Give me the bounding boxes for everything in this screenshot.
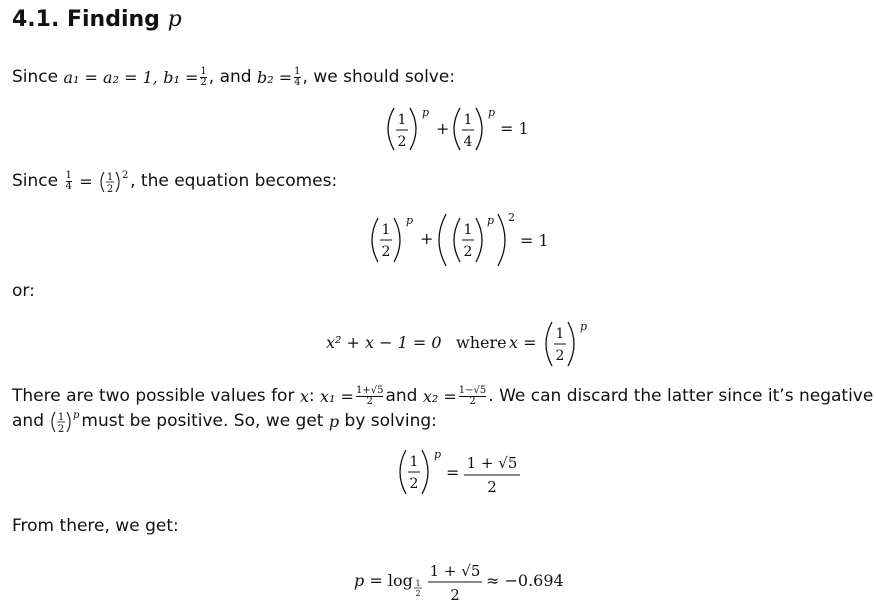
paragraph-from-there: From there, we get: bbox=[12, 516, 179, 536]
equation-1 bbox=[380, 100, 550, 158]
svg-text:1: 1 bbox=[409, 454, 419, 470]
equation-5-fraction bbox=[422, 556, 488, 604]
svg-text:p: p bbox=[406, 214, 414, 227]
svg-text:1: 1 bbox=[463, 222, 473, 238]
fraction-half: $\frac{1}{2}$ bbox=[200, 65, 207, 88]
svg-text:p: p bbox=[73, 410, 80, 421]
paragraph-substitution: Since $\frac{1}{4}$ = 1 2 2 , the equation becomes: bbox=[12, 169, 338, 194]
svg-text:2: 2 bbox=[381, 244, 391, 260]
paragraph-or: or: bbox=[12, 281, 35, 301]
svg-text:2: 2 bbox=[106, 184, 114, 194]
half-squared bbox=[98, 168, 130, 194]
svg-text:p: p bbox=[422, 106, 430, 119]
svg-text:1: 1 bbox=[555, 326, 565, 342]
svg-text:1: 1 bbox=[415, 579, 421, 588]
equation-3-x: x = bbox=[509, 333, 537, 352]
svg-text:2: 2 bbox=[450, 586, 460, 604]
svg-text:4: 4 bbox=[463, 134, 473, 150]
svg-text:2: 2 bbox=[58, 424, 65, 434]
svg-text:1: 1 bbox=[58, 412, 65, 423]
paragraph-intro: Since a₁ = a₂ = 1, b₁ = $\frac{1}{2}$ , and b₂ = $\frac{1}{4}$ , we should solve: bbox=[12, 65, 456, 88]
svg-text:2: 2 bbox=[463, 244, 473, 260]
svg-text:=: = bbox=[446, 463, 460, 482]
svg-text:2: 2 bbox=[555, 348, 565, 364]
equation-3-lhs: x² + x − 1 = 0 bbox=[326, 333, 442, 352]
svg-text:1 + √5: 1 + √5 bbox=[429, 562, 481, 580]
svg-text:1: 1 bbox=[381, 222, 391, 238]
section-heading: 4.1. Finding p bbox=[12, 7, 182, 32]
fraction-quarter-2: $\frac{1}{4}$ bbox=[65, 169, 72, 192]
paragraph-solutions-line1: There are two possible values for x : x₁ = $\frac{1+√5}{2}$ and x₂ = $\frac{1-√5}{2}$ . We can discard the latter since it’s negative bbox=[12, 384, 874, 407]
eq4-denominator: 2 bbox=[487, 478, 497, 496]
svg-text:2: 2 bbox=[397, 134, 407, 150]
fraction-x2: $\frac{1-√5}{2}$ bbox=[458, 384, 487, 407]
svg-text:p: p bbox=[580, 320, 588, 333]
equation-5-lhs: p = log bbox=[354, 571, 413, 590]
eq2-rhs: = 1 bbox=[520, 231, 549, 250]
svg-text:p: p bbox=[434, 448, 442, 461]
svg-text:p: p bbox=[487, 214, 495, 227]
equation-4 bbox=[392, 444, 532, 500]
equation-2 bbox=[362, 208, 562, 270]
fraction-quarter: $\frac{1}{4}$ bbox=[294, 65, 301, 88]
svg-text:p: p bbox=[488, 106, 496, 119]
svg-text:+: + bbox=[420, 229, 434, 248]
equation-5-result: ≈ −0.694 bbox=[486, 571, 564, 590]
equation-3-rhs bbox=[538, 314, 598, 372]
equation-3-where: where bbox=[456, 333, 507, 352]
svg-text:2: 2 bbox=[409, 476, 419, 492]
paragraph-solutions-line2: and 1 2 p must be positive. So, we get p by solving: bbox=[12, 410, 437, 434]
svg-text:1: 1 bbox=[397, 112, 407, 128]
half-power-p bbox=[49, 408, 81, 434]
svg-text:+: + bbox=[436, 119, 450, 138]
svg-text:2: 2 bbox=[122, 170, 129, 181]
eq4-numerator: 1 + √5 bbox=[466, 454, 518, 472]
eq1-rhs: = 1 bbox=[500, 119, 529, 138]
svg-text:2: 2 bbox=[415, 589, 421, 598]
svg-text:1: 1 bbox=[106, 172, 114, 183]
fraction-x1: $\frac{1+√5}{2}$ bbox=[355, 384, 384, 407]
svg-text:1: 1 bbox=[463, 112, 473, 128]
svg-text:2: 2 bbox=[508, 211, 515, 224]
